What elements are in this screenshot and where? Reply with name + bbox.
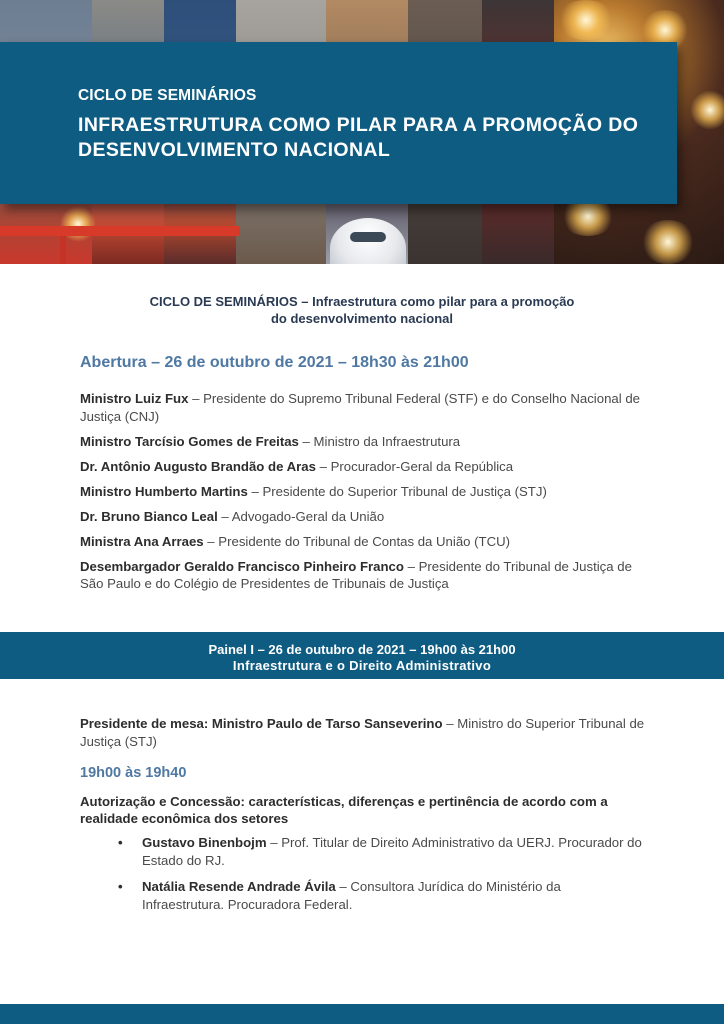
bullet-icon: • xyxy=(118,835,123,850)
series-label: CICLO DE SEMINÁRIOS xyxy=(78,87,257,104)
opening-speaker xyxy=(80,508,646,526)
crane-beam xyxy=(0,226,240,236)
footer-bar xyxy=(0,1004,724,1024)
speaker-role: Prof. Titular de Direito Administrativo da UERJ. Procurador do Estado do RJ. xyxy=(142,835,642,868)
speaker-role: Presidente do Supremo Tribunal Federal (STF) e do Conselho Nacional de Justiça (CNJ) xyxy=(80,391,640,424)
speaker-name: Dr. Bruno Bianco Leal xyxy=(80,508,218,524)
panel-speaker xyxy=(118,878,646,913)
panel-header-bar xyxy=(0,632,724,679)
panel-chair xyxy=(80,715,646,750)
separator: – xyxy=(335,879,351,894)
separator: – xyxy=(298,433,314,449)
separator: – xyxy=(315,458,331,474)
opening-heading: Abertura – 26 de outubro de 2021 – 18h30 às 21h00 xyxy=(80,354,469,371)
speaker-name: Ministro Luiz Fux xyxy=(80,391,189,406)
event-subtitle xyxy=(90,293,634,327)
panel-speaker-list xyxy=(118,834,646,922)
separator: – xyxy=(403,558,419,574)
speaker-role: Presidente do Tribunal de Contas da União (TCU) xyxy=(218,533,511,549)
subtitle-line-1: CICLO DE SEMINÁRIOS – Infraestrutura como pilar para a promoção xyxy=(149,294,575,309)
speaker-name: Ministra Ana Arraes xyxy=(80,533,204,549)
series-title: INFRAESTRUTURA COMO PILAR PARA A PROMOÇÃO DO DESENVOLVIMENTO NACIONAL xyxy=(78,114,639,161)
header-banner-photo-collage xyxy=(0,0,724,264)
opening-speaker xyxy=(80,433,646,451)
speaker-role: Presidente do Tribunal de Justiça de São Paulo e do Colégio de Presidentes de Tribunais de Justiça xyxy=(80,558,632,591)
light-glow xyxy=(556,0,616,40)
time-slot: 19h00 às 19h40 xyxy=(80,765,187,781)
separator: – xyxy=(217,508,232,524)
crane-leg xyxy=(60,236,66,264)
separator: – xyxy=(247,483,263,499)
chair-label: Presidente de mesa: Ministro Paulo de Tarso Sanseverino xyxy=(80,716,443,731)
speaker-role: Advogado-Geral da União xyxy=(231,508,385,524)
chair-role: Ministro do Superior Tribunal de Justiça (STJ) xyxy=(80,716,645,749)
separator: – xyxy=(442,716,458,731)
speaker-name: Ministro Humberto Martins xyxy=(80,483,248,499)
bullet-icon: • xyxy=(118,879,123,894)
speaker-name: Desembargador Geraldo Francisco Pinheiro Franco xyxy=(80,558,404,574)
opening-speaker xyxy=(80,458,646,476)
separator: – xyxy=(203,533,219,549)
panel-subtitle: Infraestrutura e o Direito Administrativo xyxy=(232,658,492,673)
panel-speaker xyxy=(118,834,646,869)
separator: – xyxy=(188,391,204,406)
speaker-role: Ministro da Infraestrutura xyxy=(313,433,461,449)
opening-speaker xyxy=(80,533,646,551)
opening-speaker xyxy=(80,558,646,593)
speaker-name: Ministro Tarcísio Gomes de Freitas xyxy=(80,433,299,449)
session-topic: Autorização e Concessão: características, diferenças e pertinência de acordo com a realidade econômica dos setores xyxy=(80,794,608,826)
separator: – xyxy=(266,835,282,850)
airplane-cockpit-window xyxy=(350,232,386,242)
speaker-role: Presidente do Superior Tribunal de Justiça (STJ) xyxy=(262,483,547,499)
opening-speaker-list xyxy=(80,390,646,600)
speaker-role: Procurador-Geral da República xyxy=(330,458,514,474)
light-glow xyxy=(690,90,724,130)
speaker-name: Gustavo Binenbojm xyxy=(142,835,267,850)
speaker-role: Consultora Jurídica do Ministério da Infraestrutura. Procuradora Federal. xyxy=(142,879,561,912)
speaker-name: Dr. Antônio Augusto Brandão de Aras xyxy=(80,458,316,474)
opening-speaker xyxy=(80,390,646,425)
speaker-name: Natália Resende Andrade Ávila xyxy=(142,879,336,894)
opening-speaker xyxy=(80,483,646,501)
panel-title: Painel I – 26 de outubro de 2021 – 19h00 às 21h00 xyxy=(208,642,516,657)
light-glow xyxy=(640,220,696,264)
subtitle-line-2: do desenvolvimento nacional xyxy=(270,311,454,326)
